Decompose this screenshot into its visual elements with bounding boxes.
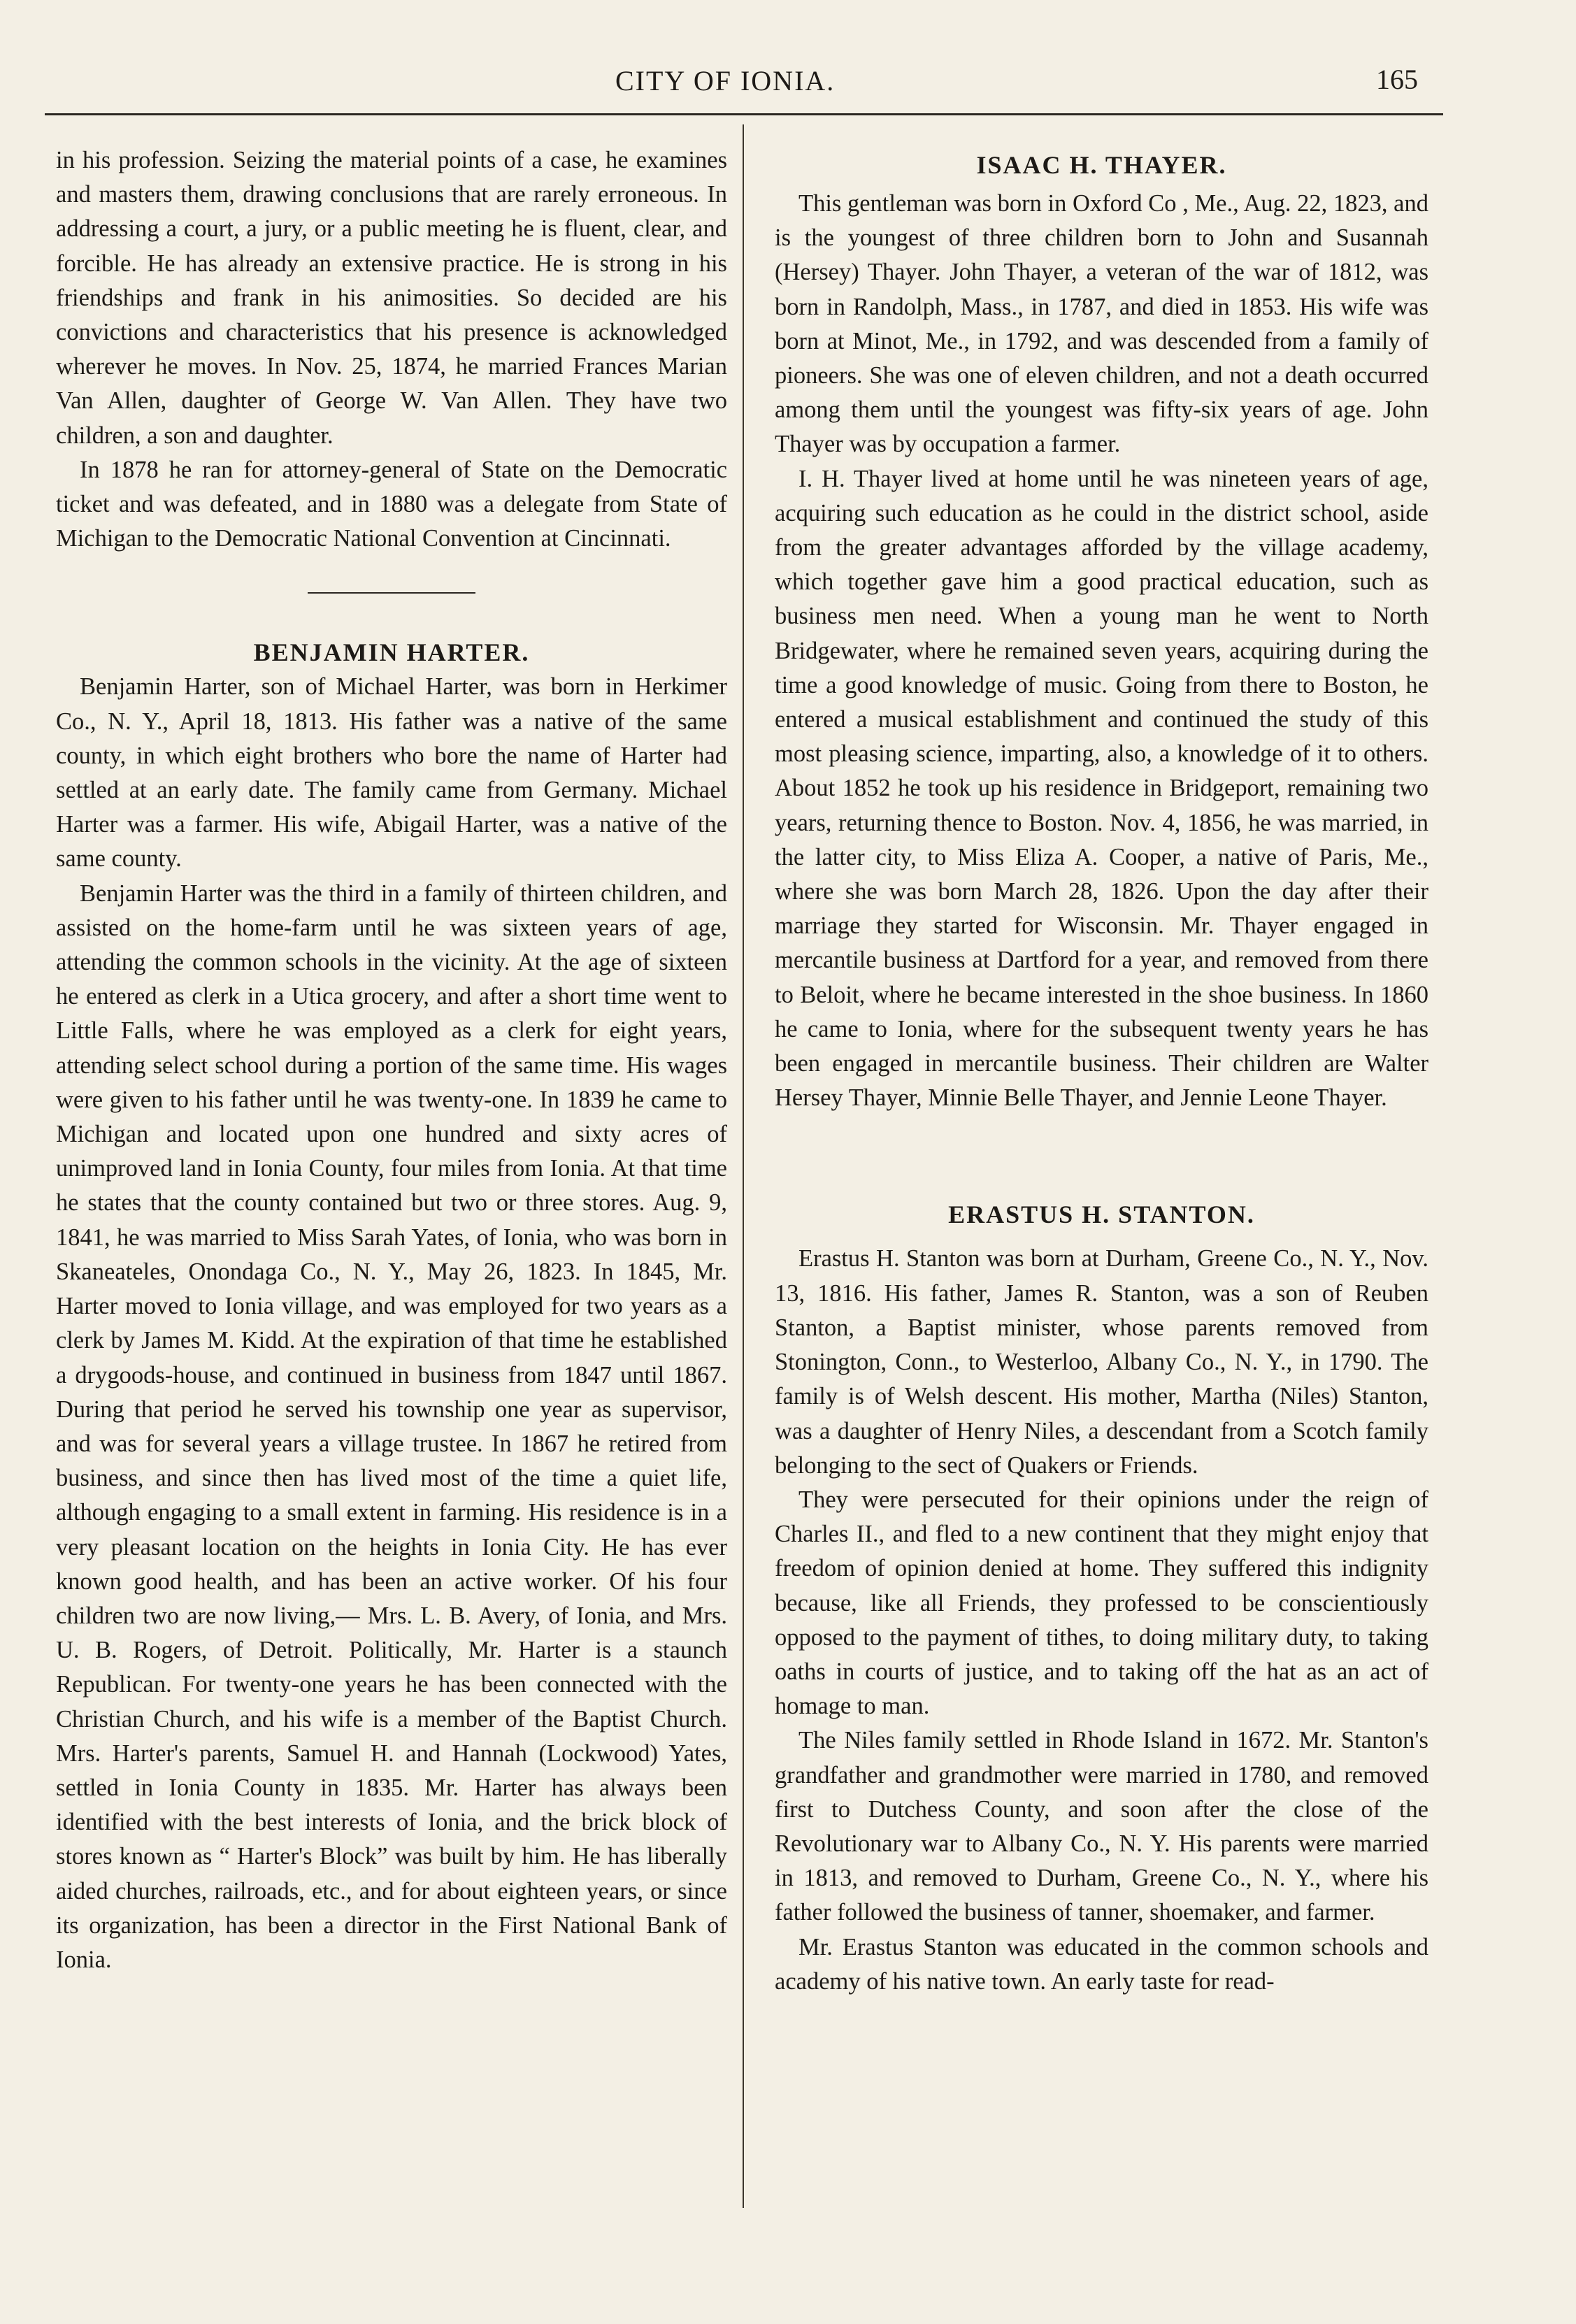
left-column <box>56 143 727 1977</box>
right-column <box>775 148 1428 1999</box>
body-paragraph: Benjamin Harter was the third in a family of thirteen children, and assisted on the home-farm until he was sixteen years of age, attending the common schools in the vicinity. At the age of sixteen he entered as clerk in a Utica grocery, and after a short time went to Little Falls, where he was employed as a clerk for eight years, attending select school during a portion of the same time. His wages were given to his father until he was twenty-one. In 1839 he came to Michigan and located upon one hundred and sixty acres of unimproved land in Ionia County, four miles from Ionia. At that time he states that the county contained but two or three stores. Aug. 9, 1841, he was married to Miss Sarah Yates, of Ionia, who was born in Skaneateles, Onondaga Co., N. Y., May 26, 1823. In 1845, Mr. Harter moved to Ionia village, and was employed for two years as a clerk by James M. Kidd. At the expiration of that time he established a drygoods-house, and continued in business from 1847 until 1867. During that period he served his township one year as supervisor, and was for several years a village trustee. In 1867 he retired from business, and since then has lived most of the time a quiet life, although engaging to a small extent in farming. His residence is in a very pleasant location on the heights in Ionia City. He has ever known good health, and has been an active worker. Of his four children two are now living,— Mrs. L. B. Avery, of Ionia, and Mrs. U. B. Rogers, of Detroit. Politically, Mr. Harter is a staunch Republican. For twenty-one years he has been connected with the Christian Church, and his wife is a member of the Baptist Church. Mrs. Harter's parents, Samuel H. and Hannah (Lockwood) Yates, settled in Ionia County in 1835. Mr. Harter has always been identified with the best interests of Ionia, and the brick block of stores known as “ Harter's Block” was built by him. He has liberally aided churches, railroads, etc., and for about eighteen years, or since its organization, has been a director in the First National Bank of Ionia. <box>56 880 727 1973</box>
page-number: 165 <box>1376 64 1418 95</box>
continuation-paragraph: In 1878 he ran for attorney-general of State on the Democratic ticket and was defeated, and in 1880 was a delegate from State of Michigan to the Democratic National Convention at Cincinnati. <box>56 456 727 552</box>
running-head: CITY OF IONIA. <box>615 65 836 96</box>
column-divider <box>743 124 744 2208</box>
body-paragraph: I. H. Thayer lived at home until he was nineteen years of age, acquiring such education as he could in the district school, aside from the greater advantages afforded by the village academy, which together gave him a good practical education, such as business men need. When a young man he went to North Bridgewater, where he remained seven years, acquiring during the time a good knowledge of music. Going from there to Boston, he entered a musical establishment and continued the study of this most pleasing science, imparting, also, a knowledge of it to others. About 1852 he took up his residence in Bridgeport, remaining two years, returning thence to Boston. Nov. 4, 1856, he was married, in the latter city, to Miss Eliza A. Cooper, a native of Paris, Me., where she was born March 28, 1826. Upon the day after their marriage they started for Wisconsin. Mr. Thayer engaged in mercantile business at Dartford for a year, and removed from there to Beloit, where he became interested in the shoe business. In 1860 he came to Ionia, where for the subsequent twenty years he has been engaged in mercantile business. Their children are Walter Hersey Thayer, Minnie Belle Thayer, and Jennie Leone Thayer. <box>775 465 1428 1112</box>
body-paragraph: Mr. Erastus Stanton was educated in the common schools and academy of his native town. An early taste for read- <box>775 1933 1428 1995</box>
body-paragraph: Erastus H. Stanton was born at Durham, Greene Co., N. Y., Nov. 13, 1816. His father, James R. Stanton, was a son of Reuben Stanton, a Baptist minister, whose parents removed from Stonington, Conn., to Westerloo, Albany Co., N. Y., in 1790. The family is of Welsh descent. His mother, Martha (Niles) Stanton, was a daughter of Henry Niles, a descendant from a Scotch family belonging to the sect of Quakers or Friends. <box>775 1245 1428 1479</box>
section-title-stanton: ERASTUS H. STANTON. <box>948 1200 1255 1229</box>
section-title-harter: BENJAMIN HARTER. <box>253 638 530 667</box>
body-paragraph: The Niles family settled in Rhode Island in 1672. Mr. Stanton's grandfather and grandmother were married in 1780, and removed first to Dutchess County, and soon after the close of the Revolutionary war to Albany Co., N. Y. His parents were married in 1813, and removed to Durham, Greene Co., N. Y., where his father followed the business of tanner, shoemaker, and farmer. <box>775 1727 1428 1926</box>
continuation-paragraph: in his profession. Seizing the material points of a case, he examines and masters them, drawing conclusions that are rarely erroneous. In addressing a court, a jury, or a public meeting he is fluent, clear, and forcible. He has already an extensive practice. He is strong in his friendships and frank in his animosities. So decided are his convictions and characteristics that his presence is acknowledged wherever he moves. In Nov. 25, 1874, he married Frances Marian Van Allen, daughter of George W. Van Allen. They have two children, a son and daughter. <box>56 147 727 449</box>
section-title-thayer: ISAAC H. THAYER. <box>976 151 1227 179</box>
header-rule <box>45 113 1443 115</box>
page-header <box>0 0 1576 119</box>
body-paragraph: They were persecuted for their opinions under the reign of Charles II., and fled to a new continent that they might enjoy that freedom of opinion denied at home. They suffered this indignity because, like all Friends, they professed to be conscientiously opposed to the payment of tithes, to doing military duty, to taking oaths in courts of justice, and to taking off the hat as an act of homage to man. <box>775 1486 1428 1720</box>
body-paragraph: Benjamin Harter, son of Michael Harter, was born in Herkimer Co., N. Y., April 18, 1813. His father was a native of the same county, in which eight brothers who bore the name of Harter had settled at an early date. The family came from Germany. Michael Harter was a farmer. His wife, Abigail Harter, was a native of the same county. <box>56 673 727 873</box>
body-paragraph: This gentleman was born in Oxford Co , Me., Aug. 22, 1823, and is the youngest of three children born to John and Susannah (Hersey) Thayer. John Thayer, a veteran of the war of 1812, was born in Randolph, Mass., in 1787, and died in 1853. His wife was born at Minot, Me., in 1792, and was descended from a family of pioneers. She was one of eleven children, and not a death occurred among them until the youngest was fifty-six years of age. John Thayer was by occupation a farmer. <box>775 190 1428 458</box>
